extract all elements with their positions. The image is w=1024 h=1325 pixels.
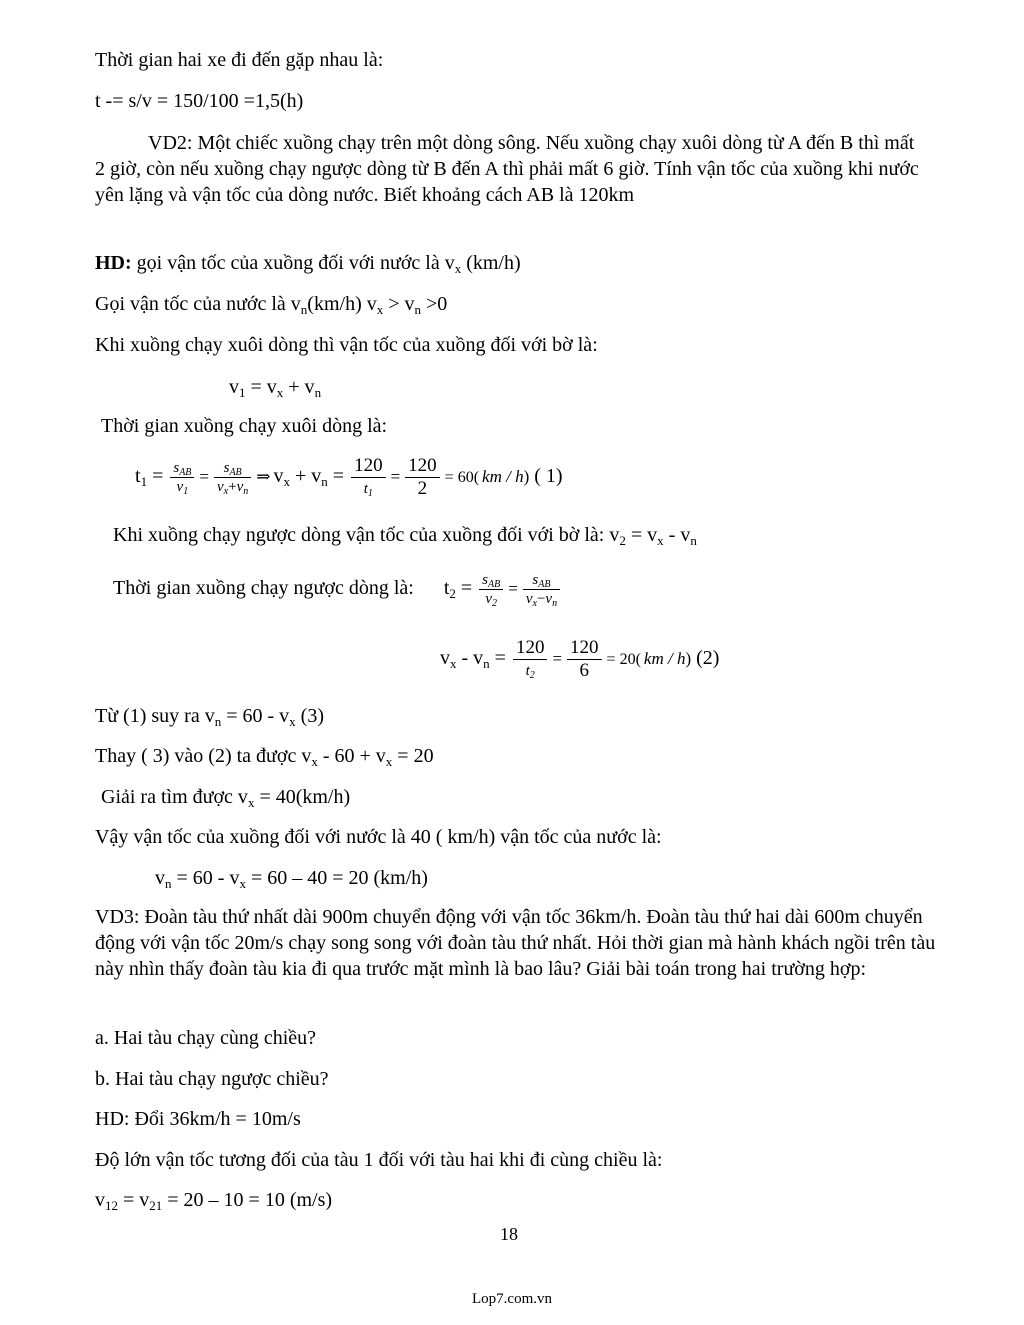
var: v	[95, 1189, 105, 1211]
var: t	[135, 465, 141, 487]
subscript: n	[483, 656, 490, 671]
text: - v	[663, 524, 691, 546]
denominator: 2	[417, 477, 428, 499]
text: >0	[421, 293, 448, 315]
equation-tag: (2)	[691, 647, 720, 669]
equation-vn	[155, 866, 428, 890]
example-2-paragraph: VD2: Một chiếc xuồng chạy trên một dòng sông. Nếu xuồng chạy xuôi dòng từ A đến B thì mất 2 giờ, còn nếu xuồng chạy ngược dòng từ B đến A thì phải mất 6 giờ. Tính vận tốc của xuồng khi nước yên lặng và vận tốc của dòng nước. Biết khoảng cách AB là 120km	[95, 132, 919, 206]
text-line	[101, 785, 350, 809]
text: > v	[383, 293, 415, 315]
subscript: x	[223, 485, 229, 497]
subscript: 2	[619, 533, 626, 548]
subscript: 1	[239, 385, 246, 400]
unit: km / h	[482, 467, 524, 486]
subscript: 12	[105, 1198, 118, 1213]
text-line: b. Hai tàu chạy ngược chiều?	[95, 1068, 329, 1090]
denominator: 6	[579, 659, 590, 681]
subscript: 2	[529, 669, 535, 681]
subscript: AB	[179, 466, 192, 478]
var: v	[525, 590, 533, 607]
equation-v1	[229, 375, 321, 399]
text: (3)	[295, 705, 324, 727]
fraction	[351, 455, 386, 500]
var: v	[273, 465, 284, 487]
equals-sign: =	[390, 467, 401, 486]
fraction	[405, 455, 440, 500]
text: =	[327, 465, 345, 487]
result: = 60(	[444, 469, 480, 486]
text: - v	[456, 647, 484, 669]
text: =	[147, 465, 164, 487]
text-line	[95, 292, 447, 316]
equation-t1	[135, 454, 563, 500]
site-footer: Lop7.com.vn	[472, 1291, 552, 1307]
text: Thay ( 3) vào (2) ta được v	[95, 745, 312, 767]
subscript: 1	[140, 474, 148, 489]
hint-label: HD:	[95, 252, 132, 274]
equals-sign: =	[552, 649, 563, 668]
equation-t2	[113, 566, 562, 611]
result: = 20(	[606, 651, 641, 668]
numerator: 120	[513, 637, 548, 660]
text: Từ (1) suy ra v	[95, 705, 215, 727]
var: s	[223, 459, 230, 476]
var: v	[545, 590, 553, 607]
numerator: 120	[405, 455, 440, 478]
equation-vx-minus-vn	[440, 634, 719, 684]
var: v	[236, 478, 244, 495]
numerator: 120	[567, 637, 602, 660]
subscript: AB	[229, 466, 242, 478]
hint-text: gọi vận tốc của xuồng đối với nước là v	[131, 252, 455, 274]
paren: )	[685, 649, 692, 668]
unit-text: (km/h)	[461, 252, 521, 274]
fraction	[214, 459, 251, 496]
subscript: x	[657, 533, 664, 548]
subscript: AB	[488, 578, 501, 590]
subscript: n	[414, 302, 422, 317]
implies-arrow: ⇒	[256, 467, 271, 486]
subscript: x	[283, 474, 291, 489]
text-line	[95, 704, 324, 728]
paren: )	[523, 467, 530, 486]
text-line: Độ lớn vận tốc tương đối của tàu 1 đối với tàu hai khi đi cùng chiều là:	[95, 1149, 663, 1171]
text: Giải ra tìm được v	[101, 786, 248, 808]
text: =	[455, 577, 473, 599]
text-line	[113, 523, 697, 547]
text-line: Vậy vận tốc của xuồng đối với nước là 40 ( km/h) vận tốc của nước là:	[95, 826, 662, 848]
subscript: 21	[149, 1198, 163, 1213]
var: t	[525, 662, 530, 679]
text: = 40(km/h)	[254, 786, 351, 808]
subscript: n	[690, 533, 697, 548]
text-line: Thời gian hai xe đi đến gặp nhau là:	[95, 49, 384, 71]
var: s	[482, 571, 489, 588]
subscript: n	[300, 302, 308, 317]
fraction	[479, 571, 503, 608]
unit: km / h	[643, 649, 686, 668]
subscript: n	[314, 385, 322, 400]
equation-tag: ( 1)	[529, 465, 563, 487]
text: = 20 – 10 = 10 (m/s)	[162, 1189, 333, 1211]
fraction	[170, 459, 194, 496]
text: = 20	[392, 745, 434, 767]
var: v	[155, 867, 165, 889]
var: v	[485, 590, 493, 607]
text: = 60 - v	[221, 705, 290, 727]
subscript: n	[243, 485, 249, 497]
text-line: a. Hai tàu chạy cùng chiều?	[95, 1027, 317, 1049]
subscript: n	[165, 876, 172, 891]
text: + v	[283, 376, 315, 398]
subscript: x	[385, 754, 393, 769]
text: = 60 - v	[171, 867, 240, 889]
page-number: 18	[500, 1224, 518, 1244]
text: = v	[118, 1189, 150, 1211]
equation-v12	[95, 1188, 332, 1212]
text: Thời gian xuồng chạy ngược dòng là:	[113, 577, 414, 599]
hint-line	[95, 251, 521, 275]
var: v	[440, 647, 450, 669]
example-3-paragraph: VD3: Đoàn tàu thứ nhất dài 900m chuyển động với vận tốc 36km/h. Đoàn tàu thứ hai dài 600m chuyển động với vận tốc 20m/s chạy song song với đoàn tàu thứ nhất. Hỏi thời gian mà hành khách ngồi trên tàu này nhìn thấy đoàn tàu kia đi qua trước mặt mình là bao lâu? Giải bài toán trong hai trường hợp:	[95, 906, 936, 980]
text-line: HD: Đổi 36km/h = 10m/s	[95, 1108, 301, 1130]
subscript: n	[214, 714, 222, 729]
subscript: 1	[183, 485, 189, 497]
subscript: AB	[538, 578, 551, 590]
subscript: x	[276, 385, 284, 400]
text: - 60 + v	[317, 745, 386, 767]
subscript: n	[552, 597, 558, 609]
text: = 60 – 40 = 20 (km/h)	[245, 867, 428, 889]
subscript: x	[450, 656, 457, 671]
var: s	[532, 571, 539, 588]
fraction	[513, 637, 548, 682]
subscript: x	[247, 795, 255, 810]
subscript: n	[321, 474, 328, 489]
text-line: Thời gian xuồng chạy xuôi dòng là:	[101, 415, 388, 437]
subscript: x	[239, 876, 246, 891]
subscript: x	[454, 261, 462, 276]
text: = v	[625, 524, 658, 546]
text: (km/h) v	[307, 293, 377, 315]
text: Khi xuồng chạy ngược dòng vận tốc của xuồng đối với bờ là: v	[113, 524, 620, 546]
var: v	[217, 478, 224, 495]
text-line: Khi xuồng chạy xuôi dòng thì vận tốc của xuồng đối với bờ là:	[95, 334, 598, 356]
plus-sign: +	[228, 478, 237, 495]
text: = v	[245, 376, 277, 398]
equals-sign: =	[508, 579, 518, 598]
numerator: 120	[351, 455, 386, 478]
text-line: t -= s/v = 150/100 =1,5(h)	[95, 90, 304, 112]
subscript: x	[311, 754, 318, 769]
subscript: 2	[449, 586, 456, 601]
subscript: x	[289, 714, 296, 729]
fraction	[523, 571, 560, 608]
var: t	[363, 480, 368, 497]
equals-sign: =	[199, 467, 209, 486]
text: =	[489, 647, 506, 669]
var: t	[443, 577, 450, 599]
minus-sign: −	[536, 590, 546, 607]
subscript: 1	[367, 487, 373, 499]
subscript: x	[532, 597, 537, 609]
var: v	[229, 376, 239, 398]
fraction	[567, 637, 602, 682]
var: s	[173, 459, 180, 476]
text: + v	[290, 465, 322, 487]
var: v	[176, 478, 184, 495]
text: Gọi vận tốc của nước là v	[95, 293, 301, 315]
subscript: 2	[492, 597, 498, 609]
text-line	[95, 744, 434, 768]
subscript: x	[376, 302, 384, 317]
